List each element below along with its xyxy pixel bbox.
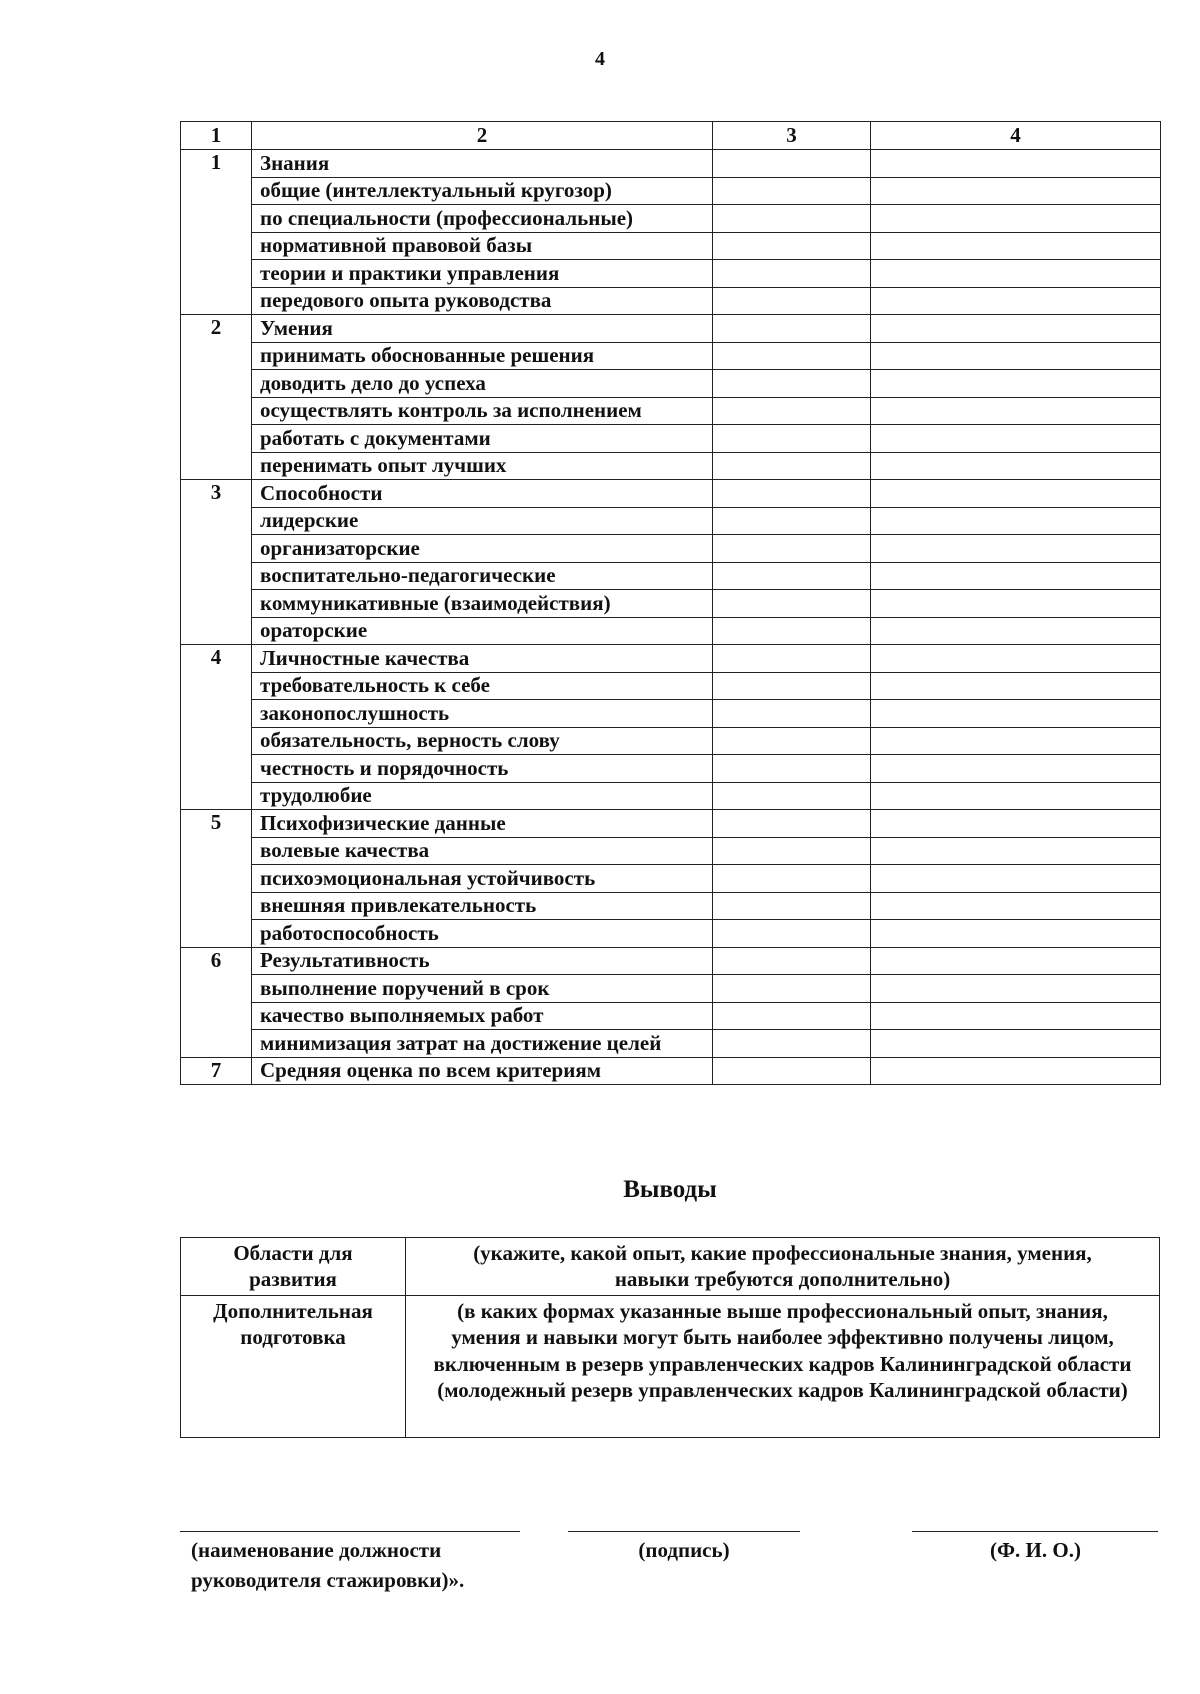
header-cell: 4 [871,122,1161,150]
criteria-group-number: 7 [181,1057,252,1085]
score-cell-col4 [871,260,1161,288]
criteria-group-number: 3 [181,480,252,645]
criteria-item-row [181,837,1161,865]
header-cell: 2 [252,122,713,150]
score-cell-col4 [871,1030,1161,1058]
score-cell-col4 [871,920,1161,948]
criteria-item-row [181,452,1161,480]
criteria-group-row [181,315,1161,343]
score-cell-col3 [713,287,871,315]
criteria-item-label: выполнение поручений в срок [252,975,713,1003]
score-cell-col4 [871,672,1161,700]
conclusions-table [180,1237,1160,1438]
score-cell-col3 [713,535,871,563]
criteria-item-row [181,892,1161,920]
criteria-group-title: Умения [252,315,713,343]
conclusions-row-training [181,1296,1160,1438]
criteria-item-label: психоэмоциональная устойчивость [252,865,713,893]
score-cell-col3 [713,480,871,508]
score-cell-col3 [713,865,871,893]
criteria-item-row [181,425,1161,453]
criteria-item-row [181,920,1161,948]
criteria-item-label: лидерские [252,507,713,535]
criteria-group-title: Результативность [252,947,713,975]
criteria-item-row [181,232,1161,260]
score-cell-col3 [713,590,871,618]
criteria-group-row [181,810,1161,838]
score-cell-col4 [871,1002,1161,1030]
score-cell-col4 [871,837,1161,865]
page-number: 4 [595,48,605,70]
criteria-item-label: волевые качества [252,837,713,865]
score-cell-col3 [713,177,871,205]
criteria-group-title: Средняя оценка по всем критериям [252,1057,713,1085]
score-cell-col3 [713,782,871,810]
score-cell-col4 [871,892,1161,920]
additional-training-label: Дополнительная подготовка [181,1296,406,1438]
criteria-group-row [181,645,1161,673]
criteria-group-number: 5 [181,810,252,948]
criteria-item-row [181,617,1161,645]
score-cell-col3 [713,232,871,260]
score-cell-col4 [871,342,1161,370]
criteria-header-row [181,122,1161,150]
criteria-group-number: 4 [181,645,252,810]
conclusions-row-development [181,1238,1160,1296]
score-cell-col4 [871,700,1161,728]
score-cell-col4 [871,975,1161,1003]
score-cell-col4 [871,782,1161,810]
score-cell-col3 [713,425,871,453]
criteria-item-label: перенимать опыт лучших [252,452,713,480]
criteria-item-row [181,342,1161,370]
criteria-item-row [181,1002,1161,1030]
score-cell-col4 [871,287,1161,315]
criteria-item-label: передового опыта руководства [252,287,713,315]
criteria-item-label: теории и практики управления [252,260,713,288]
criteria-item-row [181,975,1161,1003]
criteria-item-label: честность и порядочность [252,755,713,783]
score-cell-col3 [713,975,871,1003]
score-cell-col3 [713,452,871,480]
score-cell-col3 [713,370,871,398]
criteria-item-row [181,507,1161,535]
score-cell-col4 [871,315,1161,343]
criteria-item-label: качество выполняемых работ [252,1002,713,1030]
score-cell-col4 [871,810,1161,838]
score-cell-col4 [871,177,1161,205]
criteria-item-label: внешняя привлекательность [252,892,713,920]
score-cell-col3 [713,1057,871,1085]
signature-caption: (подпись) [638,1538,730,1562]
criteria-item-row [181,562,1161,590]
score-cell-col4 [871,590,1161,618]
score-cell-col4 [871,617,1161,645]
criteria-item-row [181,700,1161,728]
criteria-item-row [181,260,1161,288]
criteria-group-title: Психофизические данные [252,810,713,838]
score-cell-col3 [713,342,871,370]
criteria-item-row [181,865,1161,893]
criteria-item-label: обязательность, верность слову [252,727,713,755]
signature-line [568,1531,800,1532]
criteria-item-row [181,177,1161,205]
score-cell-col3 [713,1002,871,1030]
criteria-group-number: 1 [181,150,252,315]
criteria-item-label: воспитательно-педагогические [252,562,713,590]
position-signature-line [180,1531,520,1532]
criteria-item-label: общие (интеллектуальный кругозор) [252,177,713,205]
score-cell-col4 [871,397,1161,425]
score-cell-col4 [871,452,1161,480]
conclusions-title: Выводы [623,1176,717,1203]
criteria-item-label: трудолюбие [252,782,713,810]
development-areas-text: (укажите, какой опыт, какие профессиональные знания, умения, навыки требуются дополнительно) [406,1238,1160,1296]
score-cell-col4 [871,480,1161,508]
criteria-item-label: нормативной правовой базы [252,232,713,260]
criteria-group-row [181,947,1161,975]
score-cell-col4 [871,425,1161,453]
score-cell-col4 [871,947,1161,975]
score-cell-col3 [713,700,871,728]
development-areas-label: Области для развития [181,1238,406,1296]
criteria-item-label: по специальности (профессиональные) [252,205,713,233]
score-cell-col3 [713,507,871,535]
criteria-item-row [181,535,1161,563]
score-cell-col4 [871,150,1161,178]
score-cell-col4 [871,865,1161,893]
score-cell-col3 [713,672,871,700]
criteria-item-label: организаторские [252,535,713,563]
criteria-item-row [181,1030,1161,1058]
score-cell-col4 [871,370,1161,398]
score-cell-col4 [871,535,1161,563]
criteria-item-label: осуществлять контроль за исполнением [252,397,713,425]
score-cell-col4 [871,645,1161,673]
score-cell-col3 [713,260,871,288]
criteria-item-row [181,205,1161,233]
header-cell: 3 [713,122,871,150]
criteria-group-row [181,1057,1161,1085]
score-cell-col3 [713,727,871,755]
score-cell-col3 [713,150,871,178]
criteria-item-row [181,727,1161,755]
score-cell-col4 [871,205,1161,233]
score-cell-col3 [713,562,871,590]
criteria-group-number: 6 [181,947,252,1057]
criteria-group-row [181,150,1161,178]
criteria-item-label: коммуникативные (взаимодействия) [252,590,713,618]
additional-training-text: (в каких формах указанные выше профессиональный опыт, знания, умения и навыки могут быть наиболее эффективно получены лицом, включенным в резерв управленческих кадров Калининградской области (молодежный резерв управленческих кадров Калининградской области) [406,1296,1160,1438]
score-cell-col3 [713,837,871,865]
criteria-item-label: минимизация затрат на достижение целей [252,1030,713,1058]
score-cell-col4 [871,507,1161,535]
criteria-group-row [181,480,1161,508]
criteria-item-label: принимать обоснованные решения [252,342,713,370]
score-cell-col3 [713,947,871,975]
header-cell: 1 [181,122,252,150]
criteria-item-row [181,755,1161,783]
name-signature-line [912,1531,1158,1532]
criteria-item-row [181,782,1161,810]
criteria-item-label: работать с документами [252,425,713,453]
score-cell-col4 [871,727,1161,755]
score-cell-col3 [713,892,871,920]
criteria-group-title: Личностные качества [252,645,713,673]
score-cell-col3 [713,315,871,343]
criteria-item-label: требовательность к себе [252,672,713,700]
score-cell-col3 [713,810,871,838]
criteria-group-title: Знания [252,150,713,178]
score-cell-col3 [713,755,871,783]
criteria-table-body [181,122,1161,1085]
criteria-item-label: ораторские [252,617,713,645]
criteria-item-row [181,287,1161,315]
criteria-group-number: 2 [181,315,252,480]
criteria-item-row [181,672,1161,700]
score-cell-col4 [871,232,1161,260]
criteria-table [180,121,1161,1085]
score-cell-col3 [713,1030,871,1058]
criteria-item-label: законопослушность [252,700,713,728]
score-cell-col4 [871,755,1161,783]
score-cell-col3 [713,617,871,645]
score-cell-col3 [713,920,871,948]
criteria-group-title: Способности [252,480,713,508]
score-cell-col3 [713,645,871,673]
score-cell-col3 [713,397,871,425]
score-cell-col4 [871,1057,1161,1085]
score-cell-col4 [871,562,1161,590]
score-cell-col3 [713,205,871,233]
criteria-item-row [181,397,1161,425]
criteria-item-label: работоспособность [252,920,713,948]
criteria-item-row [181,370,1161,398]
name-caption: (Ф. И. О.) [990,1538,1081,1562]
position-caption: (наименование должности руководителя стажировки)». [191,1538,465,1593]
criteria-item-row [181,590,1161,618]
criteria-item-label: доводить дело до успеха [252,370,713,398]
